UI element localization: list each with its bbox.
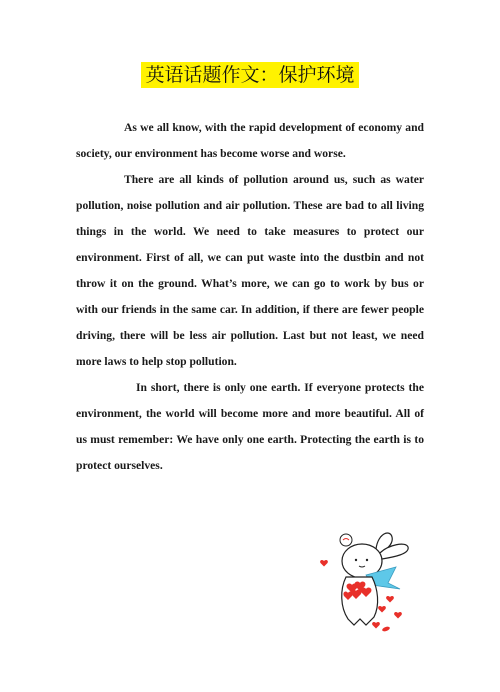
essay-body: [76, 115, 424, 479]
essay-paragraph-1: As we all know, with the rapid development of economy and society, our environment has become worse and worse.: [76, 121, 424, 160]
essay-paragraph-2: There are all kinds of pollution around us, such as water pollution, noise pollution and air pollution. These are bad to all living things in the world. We need to take measures to protect our environment. First of all, we can put waste into the dustbin and not throw it on the ground. What’s more, we can go to work by bus or with our friends in the same car. In addition, if there are fewer people driving, there will be less air pollution. Last but not least, we need more laws to help stop pollution.: [76, 173, 424, 368]
essay-paragraph-3: In short, there is only one earth. If everyone protects the environment, the world will become more and more beautiful. All of us must remember: We have only one earth. Protecting the earth is to protect ourselves.: [76, 381, 424, 472]
page-title: 英语话题作文：保护环境: [141, 62, 358, 88]
title-container: [0, 62, 500, 88]
bunny-with-hearts-illustration: [316, 527, 428, 635]
